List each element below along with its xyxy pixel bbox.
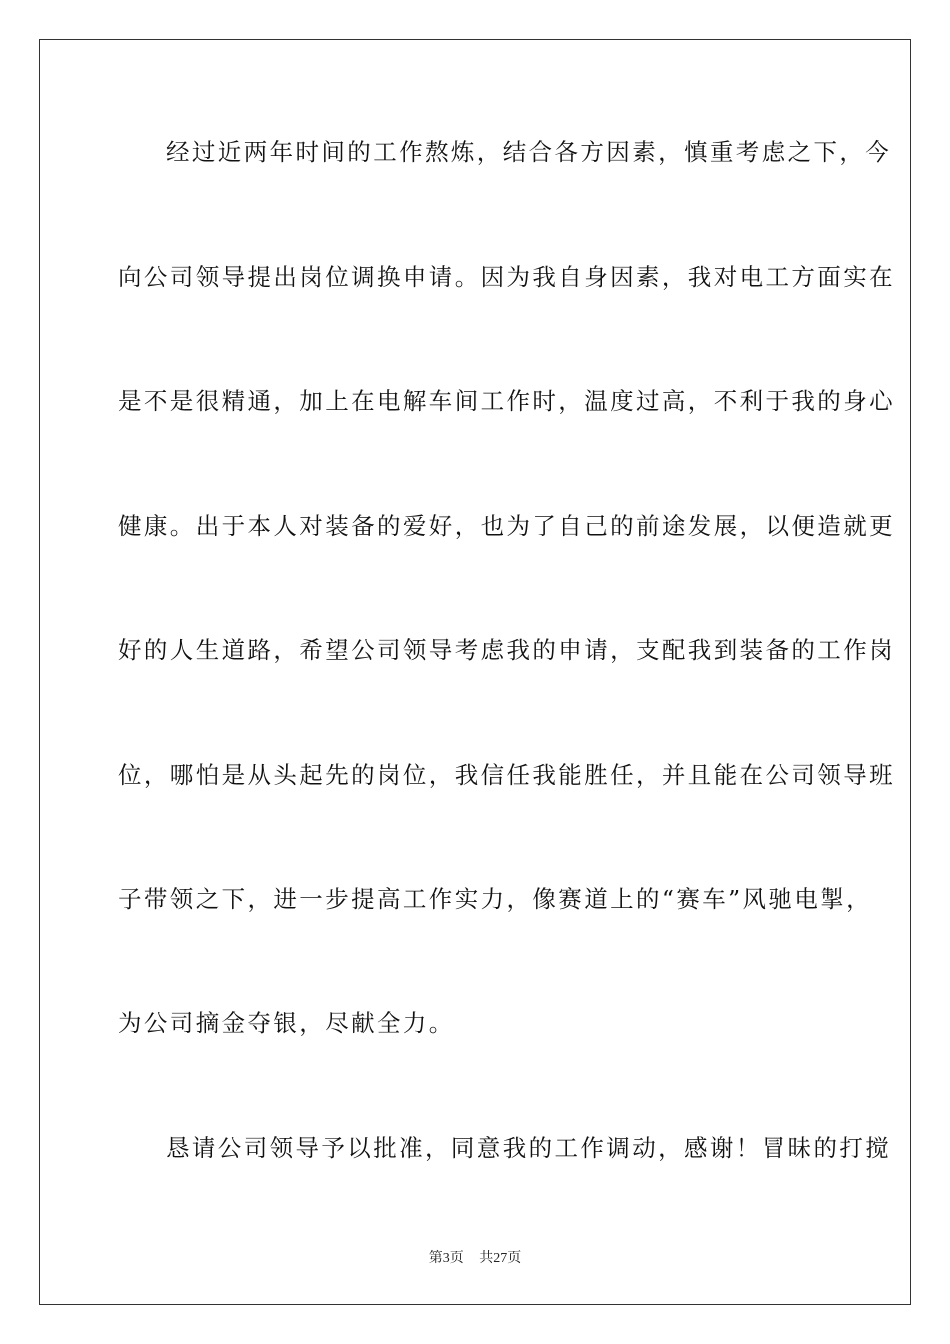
- paragraph-line: 位，哪怕是从头起先的岗位，我信任我能胜任，并且能在公司领导班: [118, 761, 895, 789]
- paragraph-line: 健康。出于本人对装备的爱好，也为了自己的前途发展，以便造就更: [118, 512, 895, 540]
- page-footer: [0, 1247, 950, 1267]
- paragraph-line: 向公司领导提出岗位调换申请。因为我自身因素，我对电工方面实在: [118, 263, 895, 291]
- paragraph-line: 为公司摘金夺银，尽献全力。: [118, 1009, 455, 1037]
- paragraph-line: 好的人生道路，希望公司领导考虑我的申请，支配我到装备的工作岗: [118, 636, 895, 664]
- page-number: 第3页: [428, 1251, 464, 1266]
- paragraph-line: 恳请公司领导予以批准，同意我的工作调动，感谢！冒昧的打搅: [166, 1134, 892, 1162]
- paragraph-line: 子带领之下，进一步提高工作实力，像赛道上的“赛车”风驰电掣，: [118, 885, 873, 913]
- page-total: 共27页: [479, 1251, 522, 1266]
- page-border: [39, 39, 911, 1305]
- paragraph-line: 经过近两年时间的工作熬炼，结合各方因素，慎重考虑之下，今: [166, 138, 892, 166]
- paragraph-line: 是不是很精通，加上在电解车间工作时，温度过高，不利于我的身心: [118, 387, 895, 415]
